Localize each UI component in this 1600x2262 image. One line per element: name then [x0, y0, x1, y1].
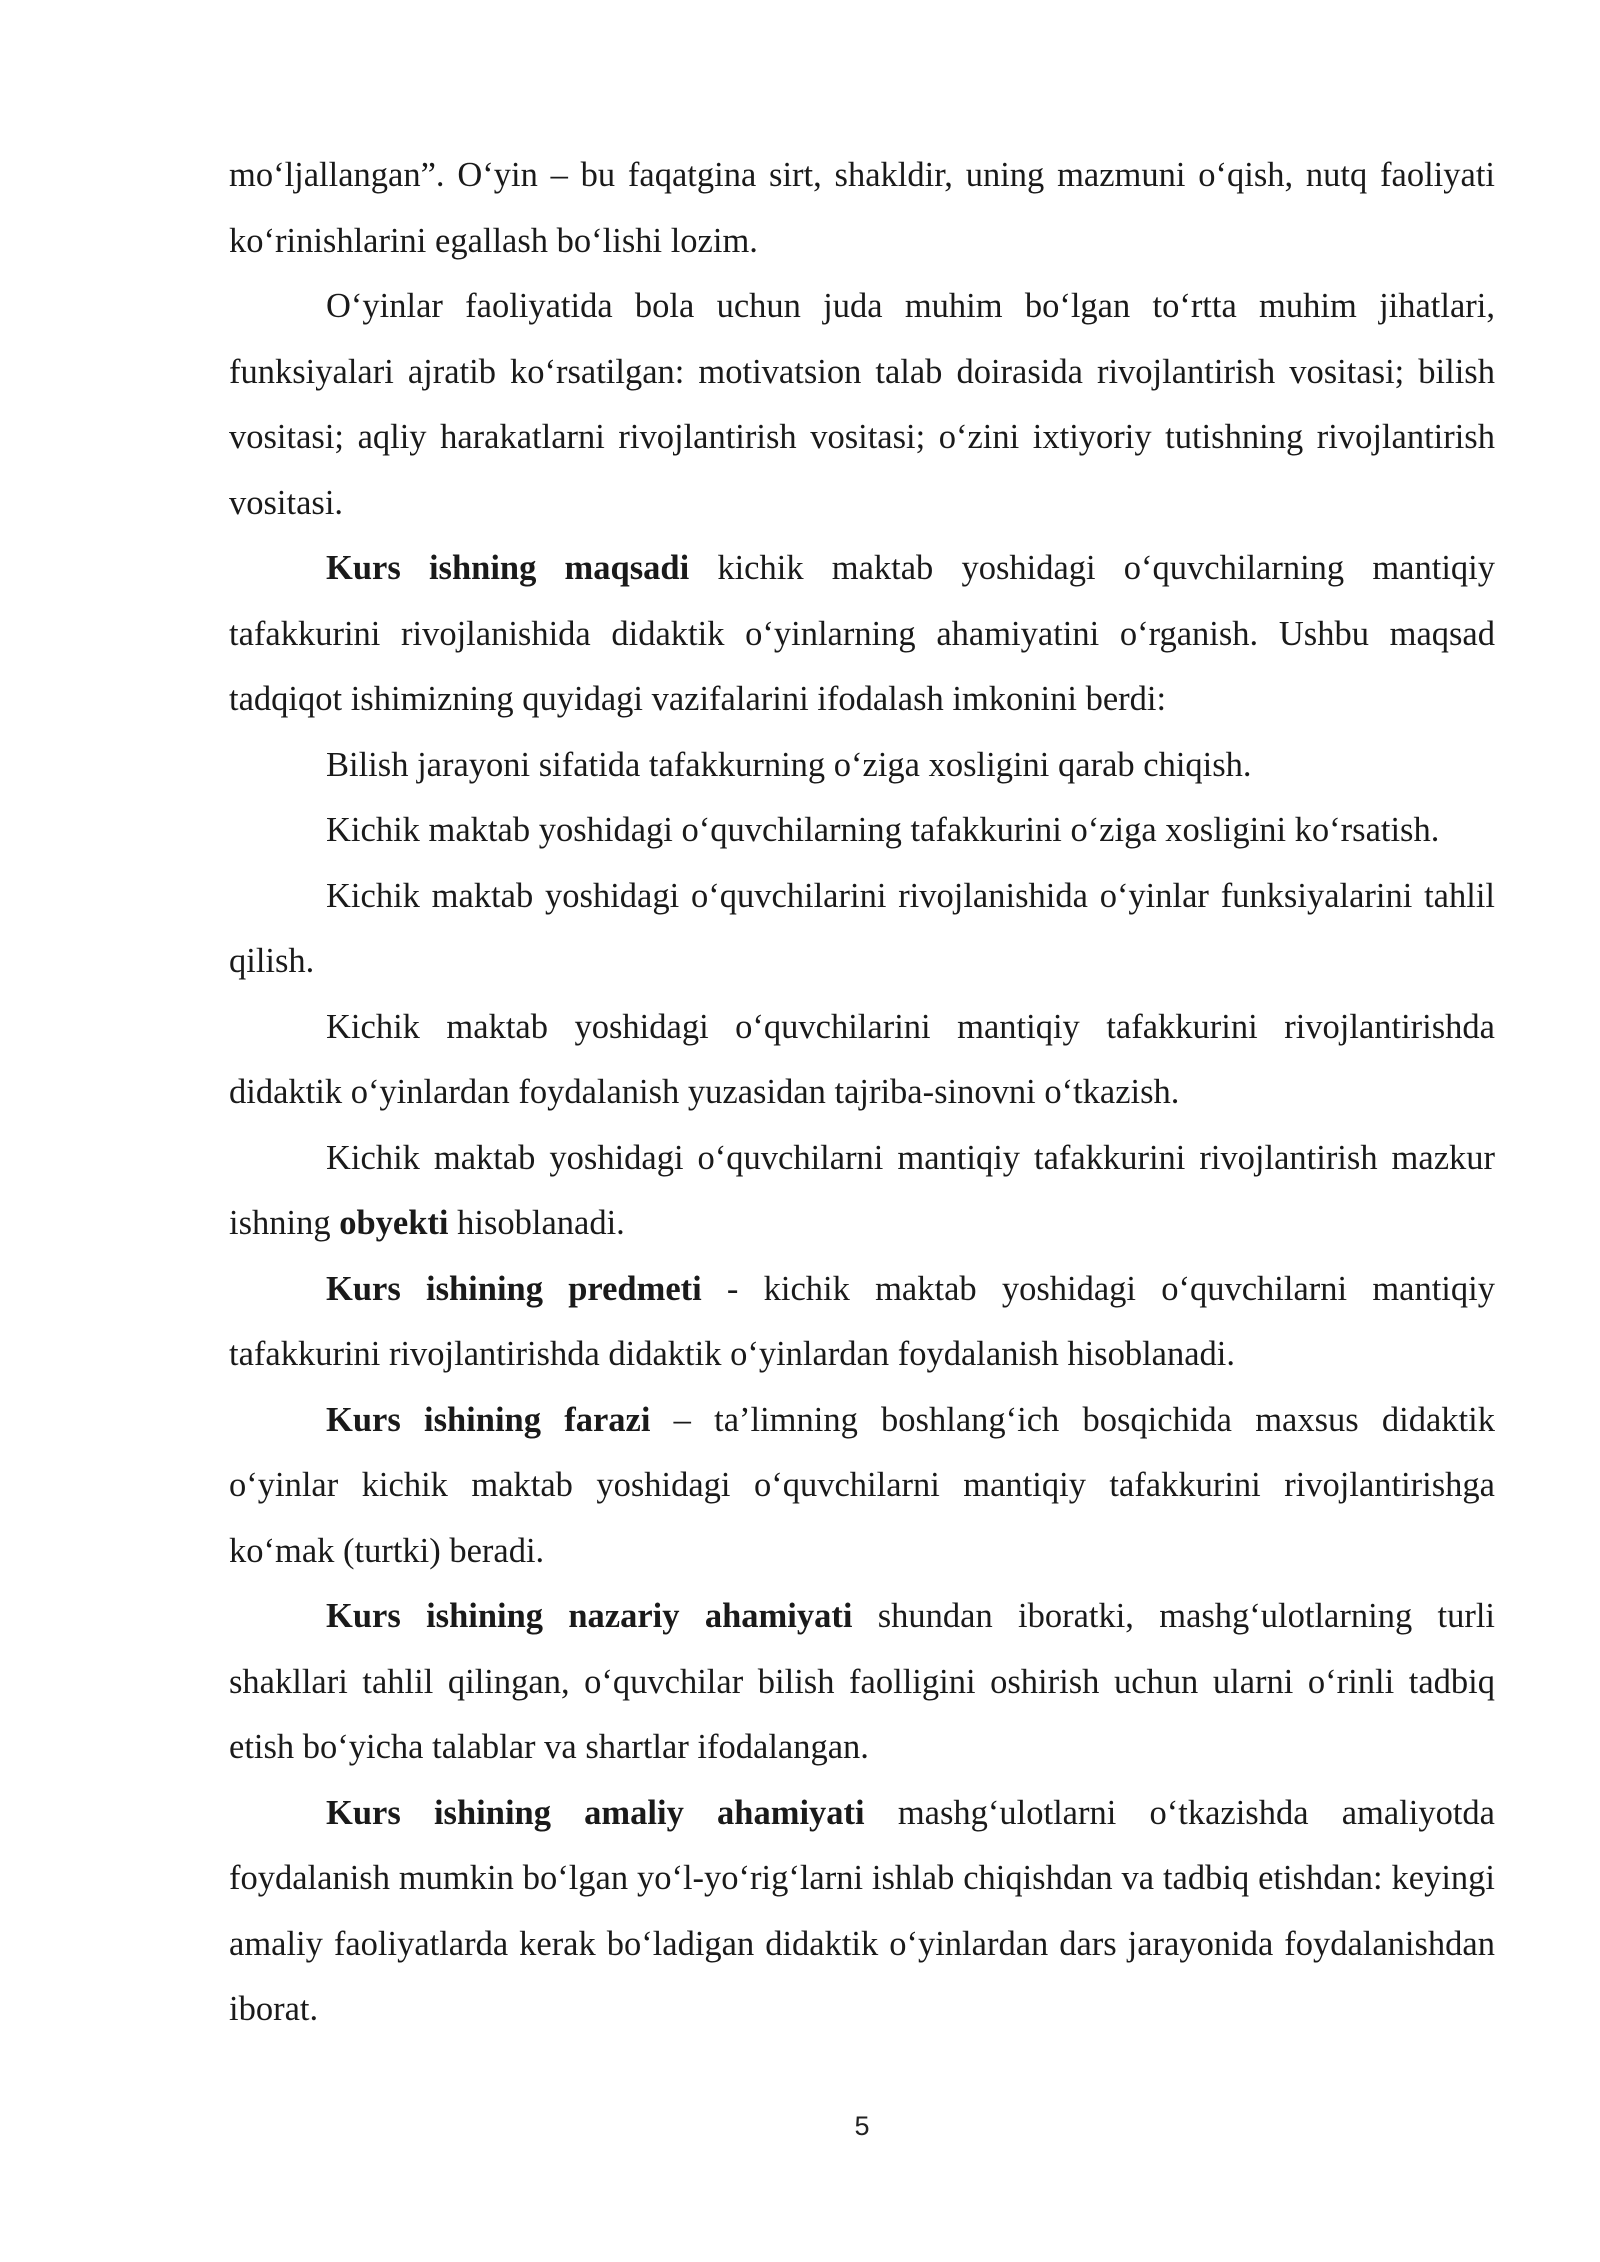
task-3: Kichik maktab yoshidagi o‘quvchilarini rivojlanishida o‘yinlar funksiyalarini tahlil qilish. [229, 876, 1495, 980]
paragraph-practical-significance: Kurs ishining amaliy ahamiyati mashg‘ulotlarni o‘tkazishda amaliyotda foydalanish mumkin bo‘lgan yo‘l-yo‘rig‘larni ishlab chiqishdan va tadbiq etishdan: keyingi amaliy faoliyatlarda kerak bo‘ladigan didaktik o‘yinlardan dars jarayonida foydalanishdan iborat. [229, 1793, 1495, 2028]
task-4: Kichik maktab yoshidagi o‘quvchilarini mantiqiy tafakkurini rivojlantirishda didaktik o‘yinlardan foydalanish yuzasidan tajriba-sinovni o‘tkazish. [229, 1007, 1495, 1111]
bold-lead-subject: Kurs ishining predmeti [326, 1269, 702, 1308]
paragraph-1: mo‘ljallangan”. O‘yin – bu faqatgina sirt, shakldir, uning mazmuni o‘qish, nutq faoliyati ko‘rinishlarini egallash bo‘lishi lozim. [229, 156, 1495, 260]
page-number: 5 [854, 2111, 870, 2141]
bold-object: obyekti [339, 1204, 449, 1242]
paragraph-goal: Kurs ishning maqsadi kichik maktab yoshidagi o‘quvchilarning mantiqiy tafakkurini rivojlanishida didaktik o‘yinlarning ahamiyatini o‘rganish. Ushbu maqsad tadqiqot ishimizning quyidagi vazifalarini ifodalash imkonini berdi: [229, 549, 1495, 718]
paragraph-subject: Kurs ishining predmeti - kichik maktab yoshidagi o‘quvchilarni mantiqiy tafakkurini rivojlantirishda didaktik o‘yinlardan foydalanish hisoblanadi. [229, 1269, 1495, 1373]
paragraph-hypothesis: Kurs ishining farazi – ta’limning boshlang‘ich bosqichida maxsus didaktik o‘yinlar kichik maktab yoshidagi o‘quvchilarni mantiqiy tafakkurini rivojlantirishga ko‘mak (turtki) beradi. [229, 1400, 1495, 1570]
bold-lead-practical: Kurs ishining amaliy ahamiyati [326, 1793, 865, 1832]
bold-lead-theoretical: Kurs ishining nazariy ahamiyati [326, 1597, 853, 1635]
bold-lead-goal: Kurs ishning maqsadi [326, 549, 690, 587]
task-2: Kichik maktab yoshidagi o‘quvchilarning tafakkurini o‘ziga xosligini ko‘rsatish. [326, 811, 1440, 849]
paragraph-2: O‘yinlar faoliyatida bola uchun juda muhim bo‘lgan to‘rtta muhim jihatlari, funksiyalari ajratib ko‘rsatilgan: motivatsion talab doirasida rivojlantirish vositasi; bilish vositasi; aqliy harakatlarni rivojlantirish vositasi; o‘zini ixtiyoriy tutishning rivojlantirish vositasi. [229, 287, 1495, 522]
document-body [229, 143, 1495, 2043]
paragraph-theoretical-significance: Kurs ishining nazariy ahamiyati shundan iboratki, mashg‘ulotlarning turli shakllari tahlil qilingan, o‘quvchilar bilish faolligini oshirish uchun ularni o‘rinli tadbiq etish bo‘yicha talablar va shartlar ifodalangan. [229, 1597, 1495, 1766]
bold-lead-hypothesis: Kurs ishining farazi [326, 1400, 651, 1439]
task-1: Bilish jarayoni sifatida tafakkurning o‘ziga xosligini qarab chiqish. [326, 745, 1252, 784]
paragraph-object: Kichik maktab yoshidagi o‘quvchilarni mantiqiy tafakkurini rivojlantirish mazkur ishning obyekti hisoblanadi. [229, 1138, 1495, 1242]
